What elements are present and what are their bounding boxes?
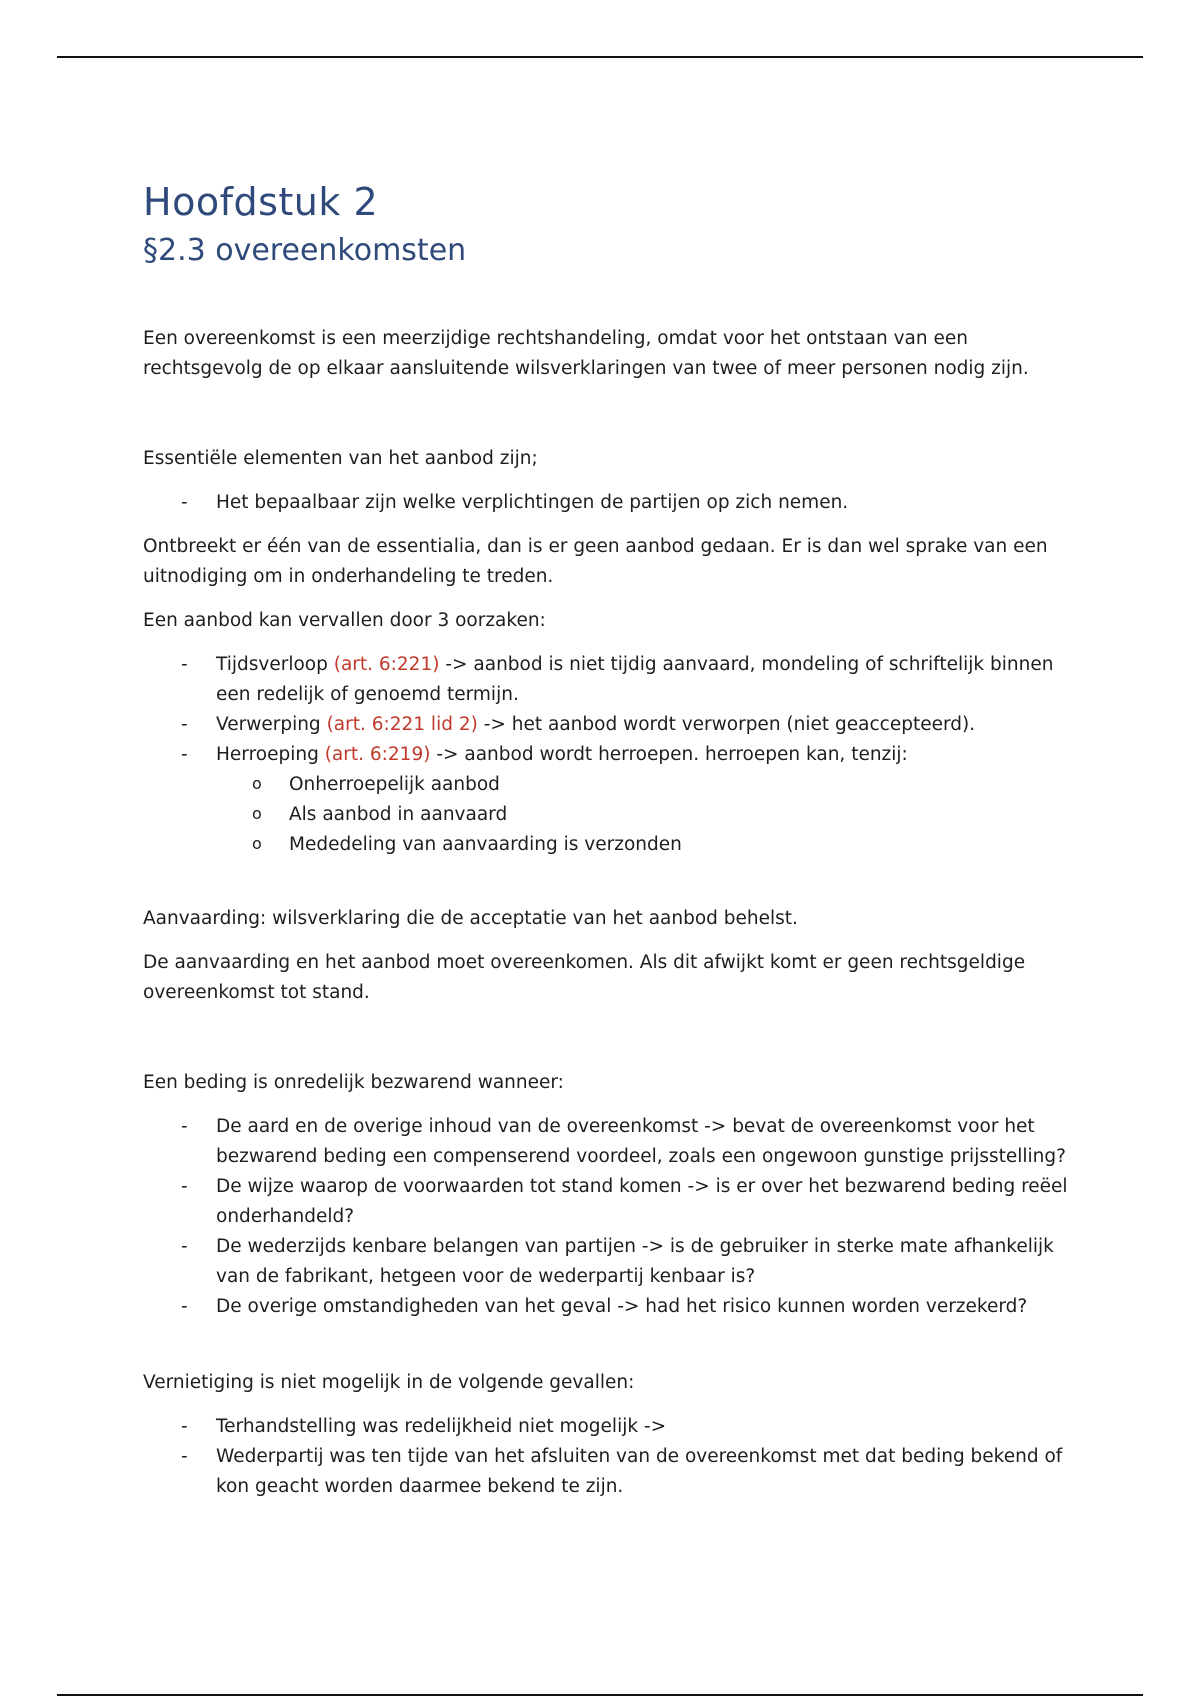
list-item: - De overige omstandigheden van het geval -> had het risico kunnen worden verzekerd? <box>216 1292 1073 1322</box>
header-rule <box>57 56 1143 58</box>
annulment-title: Vernietiging is niet mogelijk in de volgende gevallen: <box>143 1372 635 1393</box>
expiry-term: Tijdsverloop <box>216 654 334 675</box>
chapter-heading: Hoofdstuk 2 <box>143 180 379 224</box>
list-item: - Wederpartij was ten tijde van het afsluiten van de overeenkomst met dat beding bekend of kon geacht worden daarmee bekend te zijn. <box>216 1442 1073 1502</box>
acceptance-definition: Aanvaarding: wilsverklaring die de acceptatie van het aanbod behelst. <box>143 908 798 929</box>
essentials-title: Essentiële elementen van het aanbod zijn; <box>143 448 538 469</box>
exceptions-list <box>216 770 1073 860</box>
sub-list-item: o Onherroepelijk aanbod <box>289 770 1073 800</box>
acceptance-note: De aanvaarding en het aanbod moet overeenkomen. Als dit afwijkt komt er geen rechtsgeldige overeenkomst tot stand. <box>143 952 1026 1003</box>
expiry-list <box>143 650 1073 860</box>
list-item <box>216 650 1073 710</box>
list-item: - Het bepaalbaar zijn welke verplichtingen de partijen op zich nemen. <box>216 488 1073 518</box>
sub-list-item: o Als aanbod in aanvaard <box>289 800 1073 830</box>
missing-essentials-paragraph: Ontbreekt er één van de essentialia, dan is er geen aanbod gedaan. Er is dan wel sprake van een uitnodiging om in onderhandeling te treden. <box>143 536 1048 587</box>
expiry-term: Verwerping <box>216 714 327 735</box>
expiry-title: Een aanbod kan vervallen door 3 oorzaken: <box>143 610 546 631</box>
footer-rule <box>57 1694 1143 1696</box>
section-heading: §2.3 overeenkomsten <box>143 233 467 268</box>
unreasonable-title: Een beding is onredelijk bezwarend wanneer: <box>143 1072 564 1093</box>
expiry-description: -> aanbod is niet tijdig aanvaard, mondeling of schriftelijk binnen een redelijk of genoemd termijn. <box>216 654 1054 705</box>
list-item <box>216 740 1073 860</box>
article-reference: (art. 6:219) <box>324 744 431 765</box>
document-page <box>143 176 1073 1516</box>
intro-paragraph: Een overeenkomst is een meerzijdige rechtshandeling, omdat voor het ontstaan van een rechtsgevolg de op elkaar aansluitende wilsverklaringen van twee of meer personen nodig zijn. <box>143 328 1029 379</box>
essentials-list <box>143 488 1073 518</box>
annulment-list <box>143 1412 1073 1502</box>
list-item: - De wederzijds kenbare belangen van partijen -> is de gebruiker in sterke mate afhankelijk van de fabrikant, hetgeen voor de wederpartij kenbaar is? <box>216 1232 1073 1292</box>
article-reference: (art. 6:221 lid 2) <box>326 714 478 735</box>
article-reference: (art. 6:221) <box>333 654 440 675</box>
expiry-description: -> het aanbod wordt verworpen (niet geaccepteerd). <box>477 714 976 735</box>
list-item <box>216 710 1073 740</box>
list-item: - De aard en de overige inhoud van de overeenkomst -> bevat de overeenkomst voor het bezwarend beding een compenserend voordeel, zoals een ongewoon gunstige prijsstelling? <box>216 1112 1073 1172</box>
sub-list-item: o Mededeling van aanvaarding is verzonden <box>289 830 1073 860</box>
list-item: - Terhandstelling was redelijkheid niet mogelijk -> <box>216 1412 1073 1442</box>
expiry-term: Herroeping <box>216 744 325 765</box>
unreasonable-list <box>143 1112 1073 1322</box>
list-item: - De wijze waarop de voorwaarden tot stand komen -> is er over het bezwarend beding reëel onderhandeld? <box>216 1172 1073 1232</box>
expiry-description: -> aanbod wordt herroepen. herroepen kan, tenzij: <box>430 744 908 765</box>
